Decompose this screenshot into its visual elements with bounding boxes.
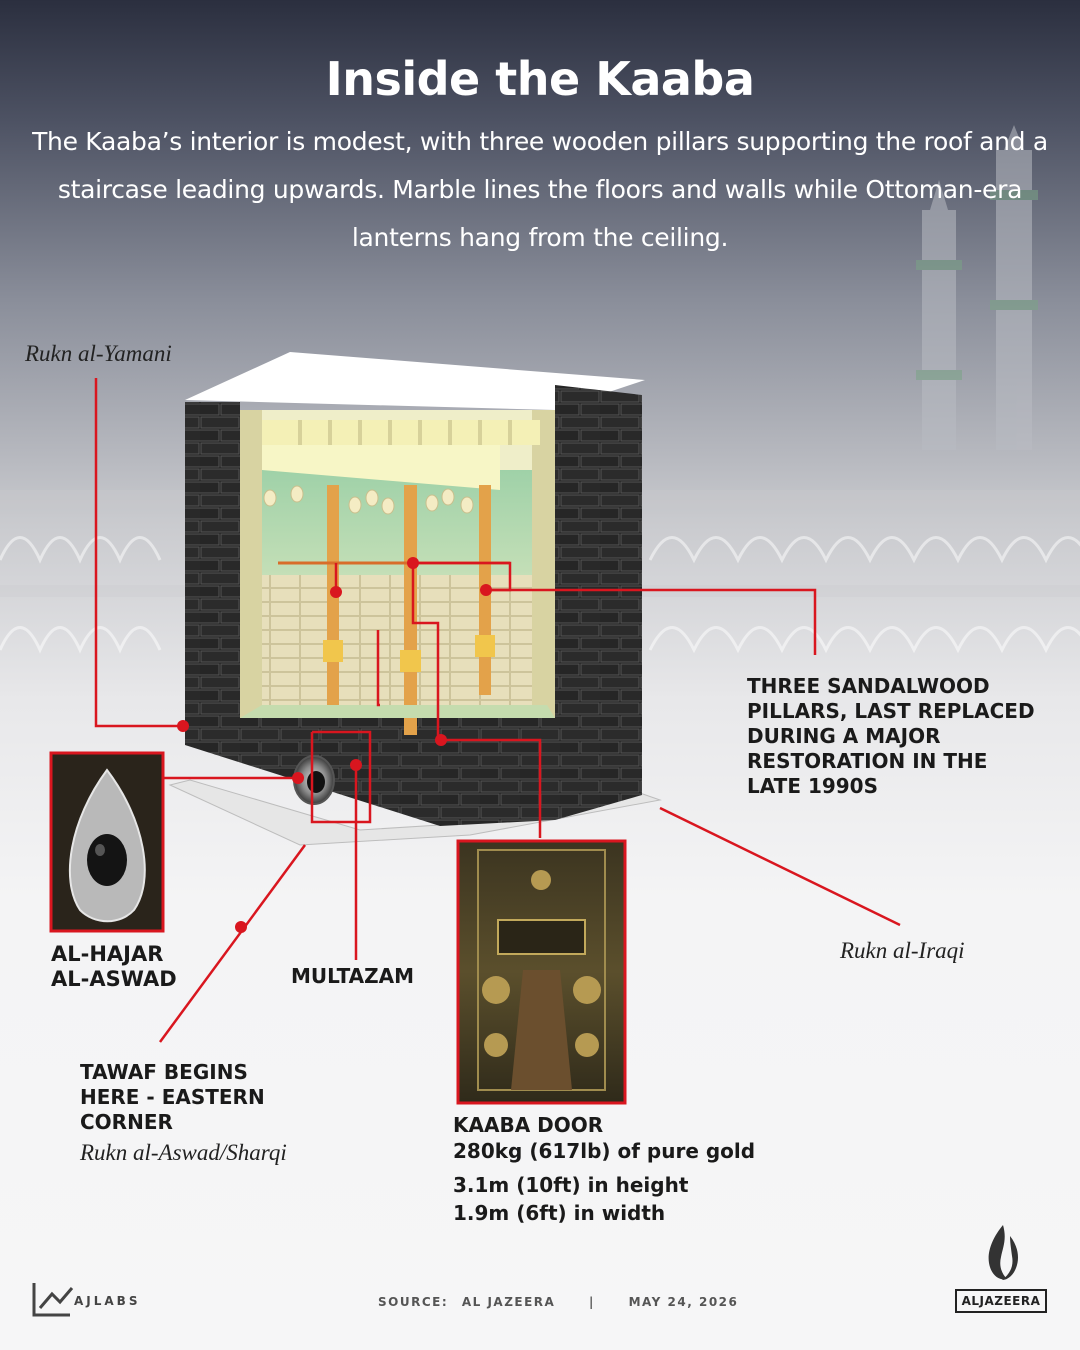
pillars-caption-line: LATE 1990S (747, 774, 879, 798)
label-rukn-yamani: Rukn al-Yamani (25, 341, 172, 366)
ajlabs-logo-icon (34, 1283, 72, 1315)
door-heading: KAABA DOOR (453, 1113, 604, 1137)
door-gold: 280kg (617lb) of pure gold (453, 1139, 756, 1163)
black-stone-photo (51, 753, 163, 931)
door-width: 1.9m (6ft) in width (453, 1201, 666, 1225)
footer-separator: | (589, 1295, 595, 1309)
footer-date: MAY 24, 2026 (628, 1295, 739, 1309)
aljazeera-brand: ALJAZEERA (955, 1289, 1047, 1313)
aljazeera-logo-icon (989, 1225, 1018, 1280)
intro-paragraph: The Kaaba’s interior is modest, with three wooden pillars supporting the roof and a staircase leading upwards. Marble lines the floors and walls while Ottoman-era lanterns hang from the ceiling. (32, 127, 1048, 252)
tawaf-caption-line: TAWAF BEGINS (80, 1060, 248, 1084)
hajar-caption-line: AL-HAJAR (51, 942, 164, 966)
multazam-caption: MULTAZAM (291, 964, 415, 988)
pillars-caption-line: RESTORATION IN THE (747, 749, 988, 773)
kaaba-door-photo (458, 841, 625, 1103)
tawaf-caption (80, 1060, 265, 1135)
door-caption (453, 1113, 755, 1225)
hajar-caption (51, 942, 177, 992)
tawaf-caption-line: CORNER (80, 1110, 173, 1134)
source-value: AL JAZEERA (461, 1295, 556, 1309)
pillars-caption-line: DURING A MAJOR (747, 724, 941, 748)
footer-source (378, 1295, 746, 1309)
source-label: SOURCE: (378, 1295, 449, 1309)
door-height: 3.1m (10ft) in height (453, 1173, 689, 1197)
tawaf-caption-line: HERE - EASTERN (80, 1085, 265, 1109)
label-rukn-iraqi: Rukn al-Iraqi (840, 938, 965, 963)
pillars-caption-line: THREE SANDALWOOD (747, 674, 990, 698)
pillars-caption (747, 674, 1035, 799)
pillars-caption-line: PILLARS, LAST REPLACED (747, 699, 1035, 723)
page-title: Inside the Kaaba (325, 52, 755, 106)
ajlabs-brand: AJLABS (74, 1294, 141, 1308)
hajar-caption-line: AL-ASWAD (51, 967, 177, 991)
label-rukn-aswad: Rukn al-Aswad/Sharqi (80, 1140, 287, 1165)
